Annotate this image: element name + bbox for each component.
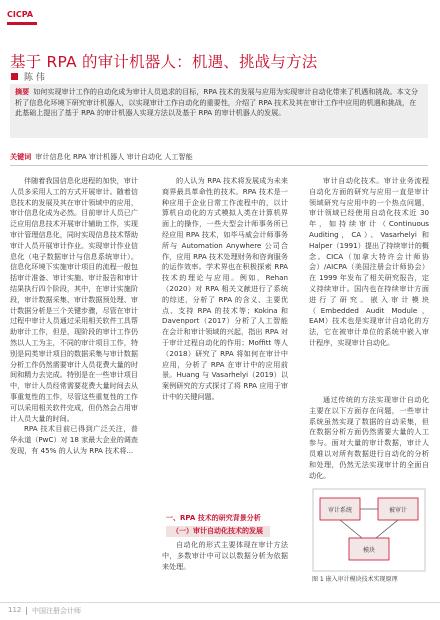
body-column-3: [309, 176, 429, 391]
abstract-box: [10, 84, 428, 138]
article-title: 基于 RPA 的审计机器人：机遇、挑战与方法: [10, 53, 318, 71]
section-heading: 一、RPA 技术的研究背景分析: [166, 514, 261, 522]
subsection-heading: （一）审计自动化技术的发展: [166, 526, 270, 537]
body-column-2-continued: [162, 540, 288, 602]
keywords-text: 审计信息化 RPA 审计机器人 审计自动化 人工智能: [35, 152, 193, 161]
figure-label-module: 模块: [362, 547, 376, 554]
keywords-line: [10, 152, 193, 162]
body-column-2: [162, 176, 288, 516]
body-column-3-continued: [309, 395, 429, 485]
keywords-divider: [10, 165, 428, 166]
body-column-1: [10, 176, 138, 596]
col2-paragraph-1: 的人认为 RPA 技术将发展成为未来商界最具革命性的技术。RPA 技术是一种应用于企业日常工作流程中的，以计算机自动化的方式模拟人类在计算机界面上的操作，一些大型会计师事务所已经应用 RPA 技术，如毕马威会计师事务所与 Automation Anywhere 公司合作，应用 RPA 技术处理财务和咨询服务的运作效率。学术界也在积极探索 RPA 技术的理论与应用。例如，Rehan（2020）对 RPA 相关文献进行了系统的综述，分析了 RPA 的含义、主要优点、支持 RPA 的技术等；Kokina 和 Davenport（2017）分析了人工智能在会计和审计领域的兴起，指出 RPA 对于审计过程自动化的作用；Moffitt 等人（2018）研究了 RPA 将如何在审计中应用，分析了 RPA 在审计中的应用前景。Huang 与 Vasarhelyi（2019）以案例研究的方式探讨了将 RPA 应用于审计中的关键问题。: [162, 176, 288, 401]
footer-divider: [0, 602, 440, 603]
col3-paragraph-1: 审计自动化技术。审计业务流程自动化方面的研究与应用一直是审计领域研究与应用中的一个热点问题，审计领域已经使用自动化技术近 30 年，如持续审计（Continuous Auditing，CA）、Vasarhelyi 和 Halper（1991）提出了持续审计的概念。CICA（加拿大特许会计师协会）/AICPA（美国注册会计师协会）在 1999 年发布了相关研究报告，定义持续审计。国内也在持续审计方面进行了研究。嵌入审计模块（Embedded Audit Module，EAM）技术也是实现审计自动化的方法，它在被审计单位的系统中嵌入审计程序，实现审计自动化。: [309, 176, 429, 347]
col1-paragraph-1: 伴随着我国信息化进程的加快，审计人员多采用人工的方式开展审计。随着信息技术的发展及其在审计领域中的应用，审计信息化成为必然。目前审计人员已广泛应用信息技术开展审计辅助工作，实现审计管理信息化，同时实现信息技术帮助审计人员开展审计作业。实现审计作业信息化（电子数据审计与信息系统审计）。信息化环境下实施审计项目的流程一般包括审计准备、审计实施、审计报告和审计结果执行四个阶段，其中，在审计实施阶段，审计数据采集、审计数据预处理、审计数据分析是三个关键步骤，尽管在审计过程中审计人员通过采用相关软件工具帮助审计工作，但是，现阶段的审计工作仍然以人工为主，不同的审计项目工作，特别是同类审计项目的数据采集与审计数据分析工作仍然需要审计人员花费大量的时间和精力去完成。特别是在一些审计项目中，审计人员经常需要花费大量时间去从事重复性的工作，尽管这些重复性的工作可以采用相关软件完成，但仍然会占用审计人员大量的时间。: [10, 176, 138, 423]
abstract-text: 如何实现审计工作的自动化成为审计人员追求的目标，RPA 技术的发展与应用为实现审计自动化带来了机遇和挑战。本文分析了信息化环境下研究审计机器人，以实现审计工作自动化的重要性，介绍了 RPA 技术及其在审计工作中应用的机遇和挑战，在此基础上提出了基于 RPA 的审计机器人实现方法以及基于 RPA 的审计机器人的发展。: [15, 87, 418, 118]
col2-paragraph-2: 自动化的形式主要体现在审计方法中，多数审计中可以以数据分析为依据来处理。: [162, 540, 288, 571]
author-marker: [11, 73, 18, 80]
footer-separator: [26, 607, 27, 615]
journal-logo: CICPA: [7, 10, 34, 19]
logo-underline: [7, 22, 37, 25]
col1-paragraph-2: RPA 技术目前已得到广泛关注，普华永道（PwC）对 18 家最大企业的调查发现，有 45% 的人认为 RPA 技术将...: [10, 424, 138, 455]
keywords-label: 关键词: [10, 152, 32, 161]
figure-label-audit-system: 审计系统: [327, 507, 353, 514]
abstract-label: 摘要: [15, 87, 30, 96]
journal-name: 中国注册会计师: [32, 607, 81, 615]
figure-caption: 图 1 嵌入审计模块技术实现原理: [312, 576, 398, 583]
embedded-audit-module-figure: [312, 488, 426, 572]
figure-label-audited: 被审计: [388, 507, 408, 514]
col3-paragraph-2: 通过传统的方法实现审计自动化主要在以下方面存在问题，一些审计系统虽然实现了数据的自动采集，但在数据分析方面仍然需要大量的人工参与。面对大量的审计数据，审计人员难以对所有数据进行自动化的分析和处理，仍然无法实现审计的全面自动化。: [309, 395, 429, 480]
page-number: 112: [8, 606, 22, 614]
article-author: 陈 伟: [24, 73, 45, 83]
